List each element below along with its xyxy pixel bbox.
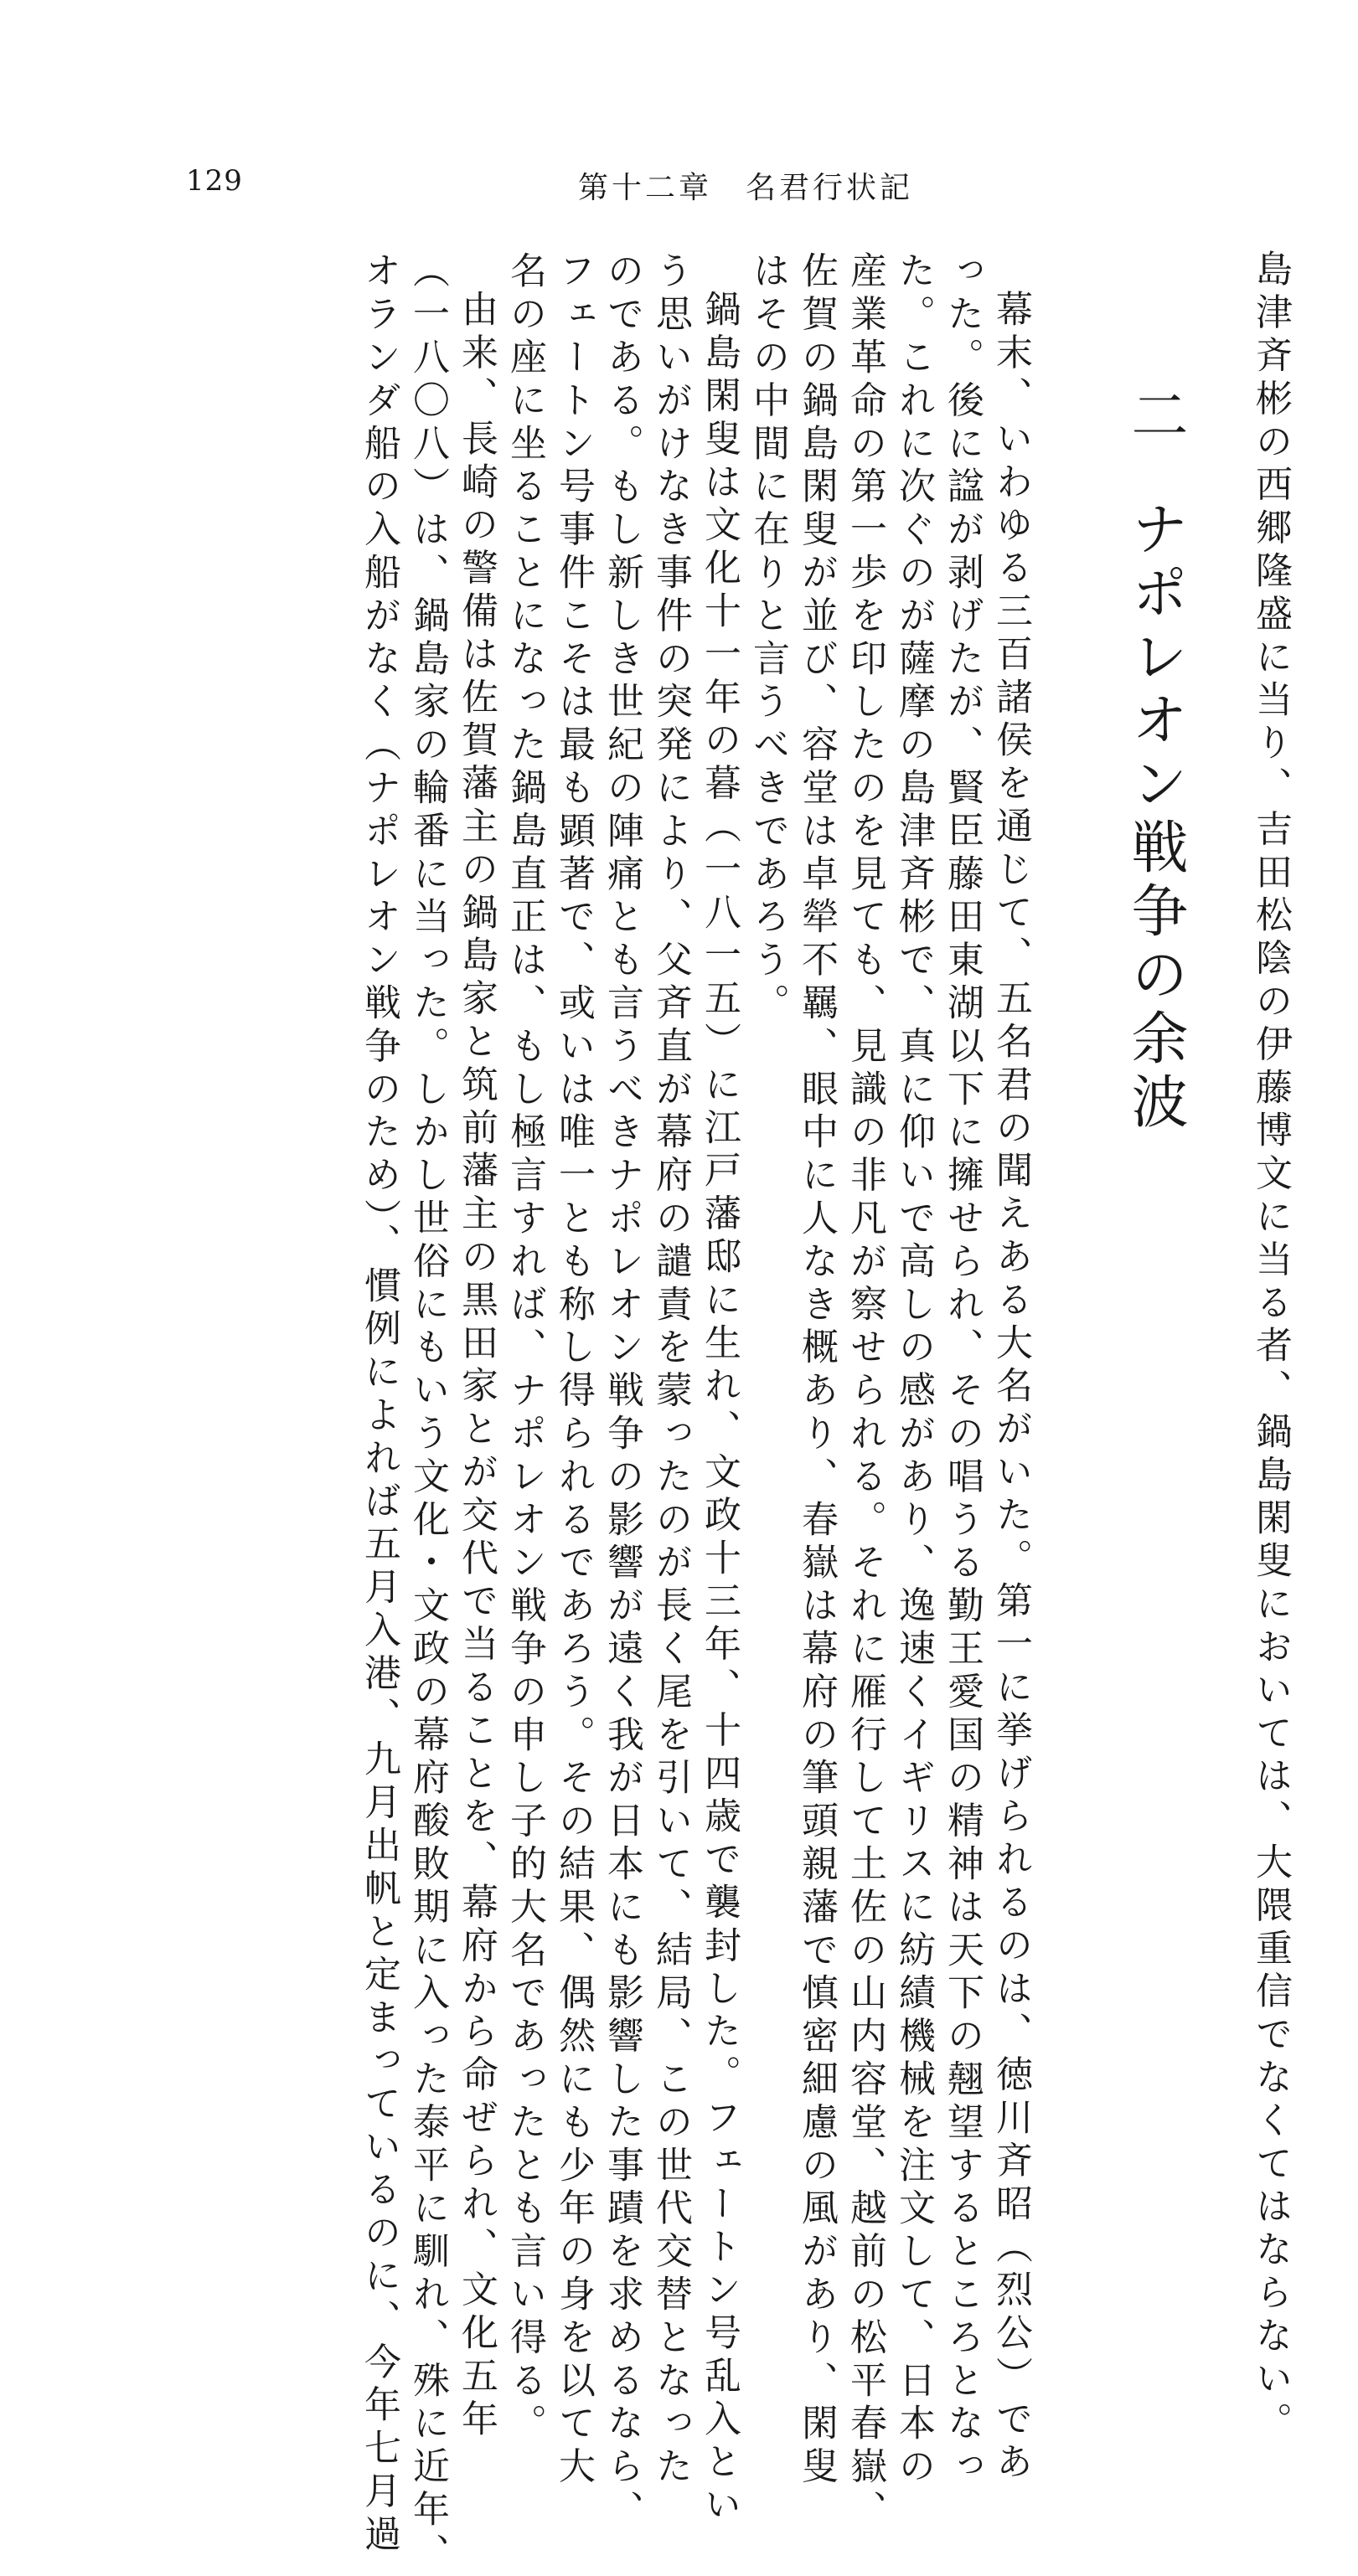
section-title: ナポレオン戦争の余波 (1122, 499, 1188, 1136)
text-line-6: 佐賀の鍋島閑叟が並び、容堂は卓犖不羈、眼中に人なき概あり、春嶽は幕府の筆頭親藩で慎密細慮の風があり、閑叟 (795, 251, 838, 2490)
text-line-14: （一八〇八）は、鍋島家の輪番に当った。しかし世俗にもいう文化・文政の幕府酸敗期に入った泰平に馴れ、殊に近年、 (406, 251, 449, 2576)
text-line-1: 島津斉彬の西郷隆盛に当り、吉田松陰の伊藤博文に当る者、鍋島閑叟においては、大隈重信でなくてはならない。 (1249, 250, 1292, 2445)
text-line-13: 由来、長崎の警備は佐賀藩主の鍋島家と筑前藩主の黒田家とが交代で当ることを、幕府から命ぜられ、文化五年 (455, 290, 498, 2442)
text-line-3: った。後に諡が剥げたが、賢臣藤田東湖以下に擁せられ、その唱うる勤王愛国の精神は天下の翹望するところとなっ (941, 251, 984, 2490)
text-line-11: フェートン号事件こそは最も顕著で、或いは唯一とも称し得られるであろう。その結果、偶然にも少年の身を以て大 (552, 251, 595, 2490)
text-line-5: 産業革命の第一歩を印したのを見ても、見識の非凡が察せられる。それに雁行して土佐の山内容堂、越前の松平春嶽、 (844, 251, 886, 2533)
running-head: 第十二章 名君行状記 (578, 171, 914, 205)
text-line-9: う思いがけなき事件の突発により、父斉直が幕府の譴責を蒙ったのが長く尾を引いて、結局、この世代交替となった (649, 251, 692, 2490)
text-line-10: のである。もし新しき世紀の陣痛とも言うべきナポレオン戦争の影響が遠く我が日本にも影響した事蹟を求めるなら、 (601, 251, 643, 2533)
text-line-12: 名の座に坐ることになった鍋島直正は、もし極言すれば、ナポレオン戦争の申し子的大名であったとも言い得る。 (503, 251, 546, 2447)
text-line-15: オランダ船の入船がなく（ナポレオン戦争のため）、慣例によれば五月入港、九月出帆と定まっているのに、今年七月過 (358, 251, 400, 2558)
section-number: 二 (1122, 385, 1188, 449)
text-line-2: 幕末、いわゆる三百諸侯を通じて、五名君の聞えある大名がいた。第一に挙げられるのは、徳川斉昭（烈公）であ (989, 290, 1032, 2486)
text-line-8: 鍋島閑叟は文化十一年の暮（一八一五）に江戸藩邸に生れ、文政十三年、十四歳で襲封した。フェートン号乱入とい (698, 290, 741, 2528)
text-line-4: た。これに次ぐのが薩摩の島津斉彬で、真に仰いで高しの感があり、逸速くイギリスに紡績機械を注文して、日本の (892, 251, 935, 2490)
page-number: 129 (186, 164, 243, 198)
section-heading (1121, 385, 1188, 1136)
text-line-7: はその中間に在りと言うべきであろう。 (746, 251, 789, 1027)
